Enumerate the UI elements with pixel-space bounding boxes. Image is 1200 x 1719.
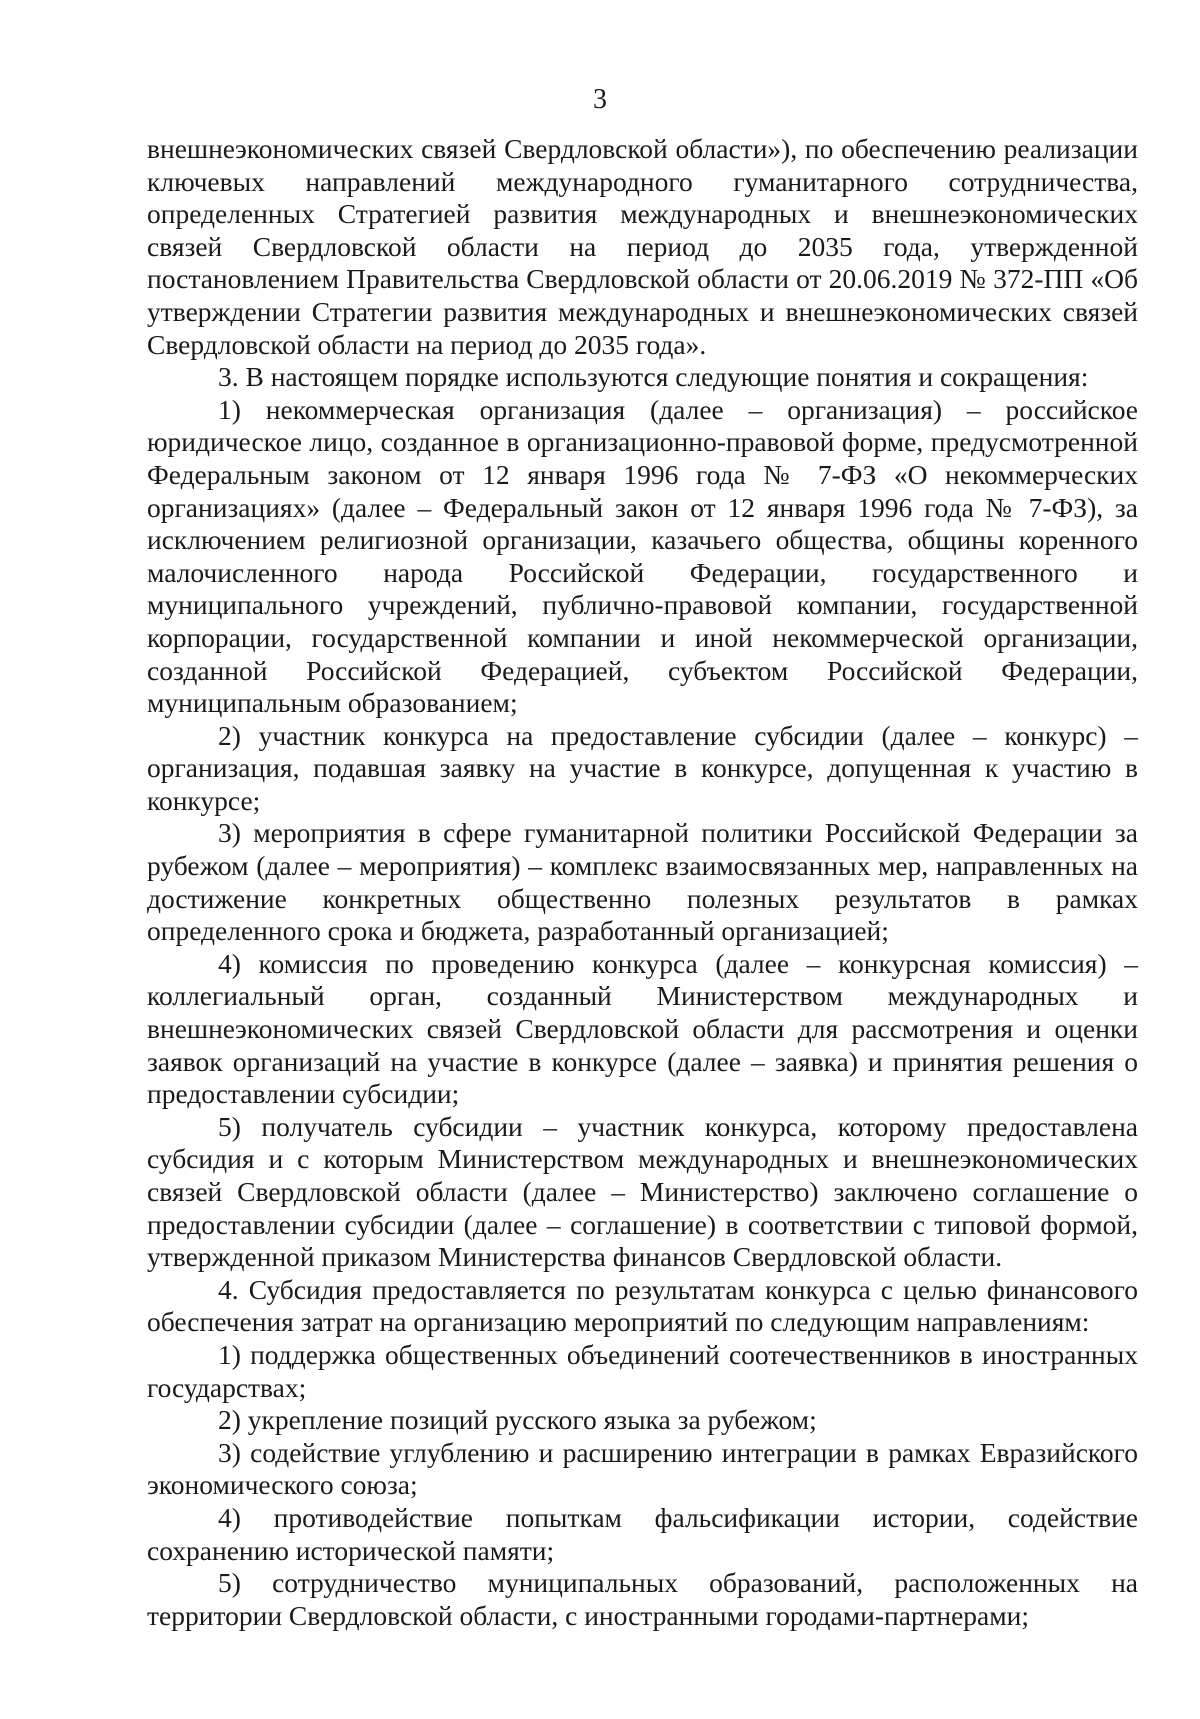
- paragraph-item-4-5: 5) сотрудничество муниципальных образований, расположенных на территории Свердловской области, с иностранными городами-партнерами;: [147, 1567, 1138, 1631]
- paragraph-item-4-3: 3) содействие углублению и расширению интеграции в рамках Евразийского экономического союза;: [147, 1436, 1138, 1501]
- paragraph-item-3-2: 2) участник конкурса на предоставление субсидии (далее – конкурс) – организация, подавшая заявку на участие в конкурсе, допущенная к участию в конкурсе;: [147, 719, 1138, 816]
- paragraph-item-4-4: 4) противодействие попыткам фальсификации истории, содействие сохранению исторической памяти;: [147, 1501, 1138, 1566]
- paragraph-item-4-1: 1) поддержка общественных объединений соотечественников в иностранных государствах;: [147, 1338, 1138, 1403]
- paragraph-item-3-1: 1) некоммерческая организация (далее – организация) – российское юридическое лицо, созданное в организационно-правовой форме, предусмотренной Федеральным законом от 12 января 1996 года № 7-ФЗ «О некоммерческих организациях» (далее – Федеральный закон от 12 января 1996 года № 7-ФЗ), за исключением религиозной организации, казачьего общества, общины коренного малочисленного народа Российской Федерации, государственного и муниципального учреждений, публично-правовой компании, государственной корпорации, государственной компании и иной некоммерческой организации, созданной Российской Федерацией, субъектом Российской Федерации, муниципальным образованием;: [147, 393, 1138, 719]
- paragraph-item-3-4: 4) комиссия по проведению конкурса (далее – конкурсная комиссия) – коллегиальный орган, созданный Министерством международных и внешнеэкономических связей Свердловской области для рассмотрения и оценки заявок организаций на участие в конкурсе (далее – заявка) и принятия решения о предоставлении субсидии;: [147, 947, 1138, 1110]
- paragraph-item-3-3: 3) мероприятия в сфере гуманитарной политики Российской Федерации за рубежом (далее – мероприятия) – комплекс взаимосвязанных мер, направленных на достижение конкретных общественно полезных результатов в рамках определенного срока и бюджета, разработанный организацией;: [147, 817, 1138, 947]
- paragraph-item-4-2: 2) укрепление позиций русского языка за рубежом;: [218, 1404, 817, 1436]
- paragraph-item-3-5: 5) получатель субсидии – участник конкурса, которому предоставлена субсидия и с которым Министерством международных и внешнеэкономических связей Свердловской области (далее – Министерство) заключено соглашение о предоставлении субсидии (далее – соглашение) в соответствии с типовой формой, утвержденной приказом Министерства финансов Свердловской области.: [147, 1110, 1138, 1273]
- document-body: [147, 133, 1138, 1632]
- paragraph-continuation: внешнеэкономических связей Свердловской области»), по обеспечению реализации ключевых направлений международного гуманитарного сотрудничества, определенных Стратегией развития международных и внешнеэкономических связей Свердловской области на период до 2035 года, утвержденной постановлением Правительства Свердловской области от 20.06.2019 № 372-ПП «Об утверждении Стратегии развития международных и внешнеэкономических связей Свердловской области на период до 2035 года».: [147, 133, 1138, 360]
- paragraph-item-3: 3. В настоящем порядке используются следующие понятия и сокращения:: [218, 361, 1089, 393]
- page-number: 3: [593, 84, 607, 115]
- paragraph-item-4: 4. Субсидия предоставляется по результатам конкурса с целью финансового обеспечения затрат на организацию мероприятий по следующим направлениям:: [147, 1273, 1138, 1338]
